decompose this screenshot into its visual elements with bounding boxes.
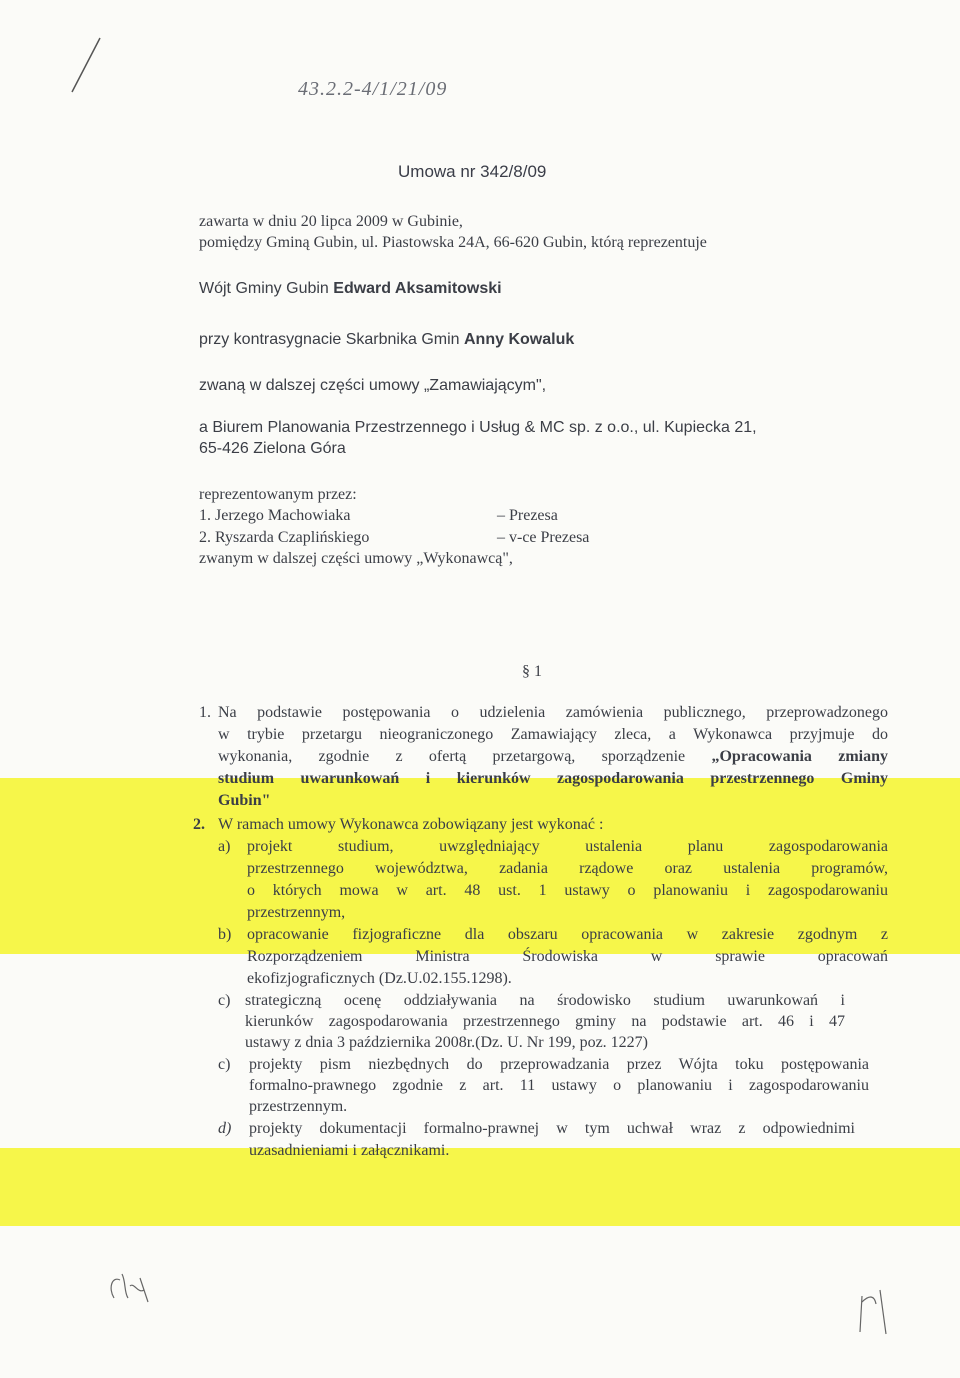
initials-signature-left xyxy=(100,1268,160,1308)
pen-stroke-mark xyxy=(60,30,110,100)
biuro-line-1: a Biurem Planowania Przestrzennego i Usług & MC sp. z o.o., ul. Kupiecka 21, xyxy=(199,419,757,436)
wojt-name: Edward Aksamitowski xyxy=(333,280,502,297)
item-a-line-3: o których mowa w art. 48 ust. 1 ustawy o planowaniu i zagospodarowaniu xyxy=(247,882,888,899)
contract-date-place: zawarta w dniu 20 lipca 2009 w Gubinie, xyxy=(199,213,463,230)
wojt-prefix: Wójt Gminy Gubin xyxy=(199,280,334,297)
item-a-line-1: projekt studium, uwzględniający ustalenia planu zagospodarowania xyxy=(247,838,888,855)
item-b-line-1: opracowanie fizjograficzne dla obszaru opracowania w zakresie zgodnym z xyxy=(247,926,888,943)
paragraph-1-line-3-text: wykonania, zgodnie z ofertą przetargową, sporządzenie xyxy=(218,748,712,765)
item-c-line-1: strategiczną ocenę oddziaływania na środowisko studium uwarunkowań i xyxy=(245,992,845,1009)
paragraph-1-number: 1. xyxy=(199,704,211,721)
paragraph-1-line-1: Na podstawie postępowania o udzielenia zamówienia publicznego, przeprowadzonego xyxy=(218,704,888,721)
item-c-line-2: kierunków zagospodarowania przestrzennego gminy na podstawie art. 46 i 47 xyxy=(245,1013,845,1030)
paragraph-1-line-4: studium uwarunkowań i kierunków zagospodarowania przestrzennego Gminy xyxy=(218,770,888,787)
item-d-line-1: projekty dokumentacji formalno-prawnej w tym uchwał wraz z odpowiednimi xyxy=(249,1120,855,1137)
paragraph-2-intro: W ramach umowy Wykonawca zobowiązany jest wykonać : xyxy=(218,816,604,833)
item-c-line-3: ustawy z dnia 3 października 2008r.(Dz. U. Nr 199, poz. 1227) xyxy=(245,1034,648,1051)
paragraph-1-line-3 xyxy=(218,748,888,766)
handwritten-reference: 43.2.2-4/1/21/09 xyxy=(298,78,448,100)
person-2-role: – v-ce Prezesa xyxy=(497,529,590,546)
wykonawca-line: zwanym w dalszej części umowy „Wykonawcą", xyxy=(199,550,513,567)
paragraph-1-line-5: Gubin" xyxy=(218,792,271,809)
item-a-marker: a) xyxy=(218,838,231,855)
item-c2-line-3: przestrzennym. xyxy=(249,1098,348,1115)
item-a-line-2: przestrzennego województwa, zadania rządowe oraz ustalenia programów, xyxy=(247,860,888,877)
person-2-name: 2. Ryszarda Czaplińskiego xyxy=(199,529,370,546)
item-a-line-4: przestrzennym, xyxy=(247,904,346,921)
item-c-marker: c) xyxy=(218,992,231,1009)
skarbnik-prefix: przy kontrasygnacie Skarbnika Gmin xyxy=(199,331,464,348)
section-heading: § 1 xyxy=(522,663,542,680)
paragraph-1-line-2: w trybie przetargu nieograniczonego Zamawiający zleca, a Wykonawca przyjmuje do xyxy=(218,726,888,743)
paragraph-1-line-3-bold: „Opracowania zmiany xyxy=(711,748,889,765)
item-b-line-2: Rozporządzeniem Ministra Środowiska w sprawie opracowań xyxy=(247,948,888,965)
biuro-line-2: 65-426 Zielona Góra xyxy=(199,440,346,457)
skarbnik-line xyxy=(199,331,574,349)
item-d-line-2: uzasadnieniami i załącznikami. xyxy=(249,1142,450,1159)
paragraph-2-number: 2. xyxy=(193,816,205,833)
item-b-marker: b) xyxy=(218,926,232,943)
zamawiajacy-line: zwaną w dalszej części umowy „Zamawiającym", xyxy=(199,377,547,394)
item-c2-line-2: formalno-prawnego zgodnie z art. 11 ustawy o planowaniu i zagospodarowaniu xyxy=(249,1077,869,1094)
wojt-line xyxy=(199,280,502,298)
item-d-marker: d) xyxy=(218,1120,232,1137)
skarbnik-name: Anny Kowaluk xyxy=(464,331,575,348)
party-gmina: pomiędzy Gminą Gubin, ul. Piastowska 24A, 66-620 Gubin, którą reprezentuje xyxy=(199,234,707,251)
item-c2-line-1: projekty pism niezbędnych do przeprowadzania przez Wójta toku postępowania xyxy=(249,1056,869,1073)
item-b-line-3: ekofizjograficznych (Dz.U.02.155.1298). xyxy=(247,970,512,987)
initials-signature-right xyxy=(850,1282,900,1342)
item-c2-marker: c) xyxy=(218,1056,231,1073)
highlight-band-bottom xyxy=(0,1148,960,1226)
contract-title: Umowa nr 342/8/09 xyxy=(398,162,547,181)
reprezentowanym-label: reprezentowanym przez: xyxy=(199,486,357,503)
person-1-name: 1. Jerzego Machowiaka xyxy=(199,507,351,524)
person-1-role: – Prezesa xyxy=(497,507,558,524)
